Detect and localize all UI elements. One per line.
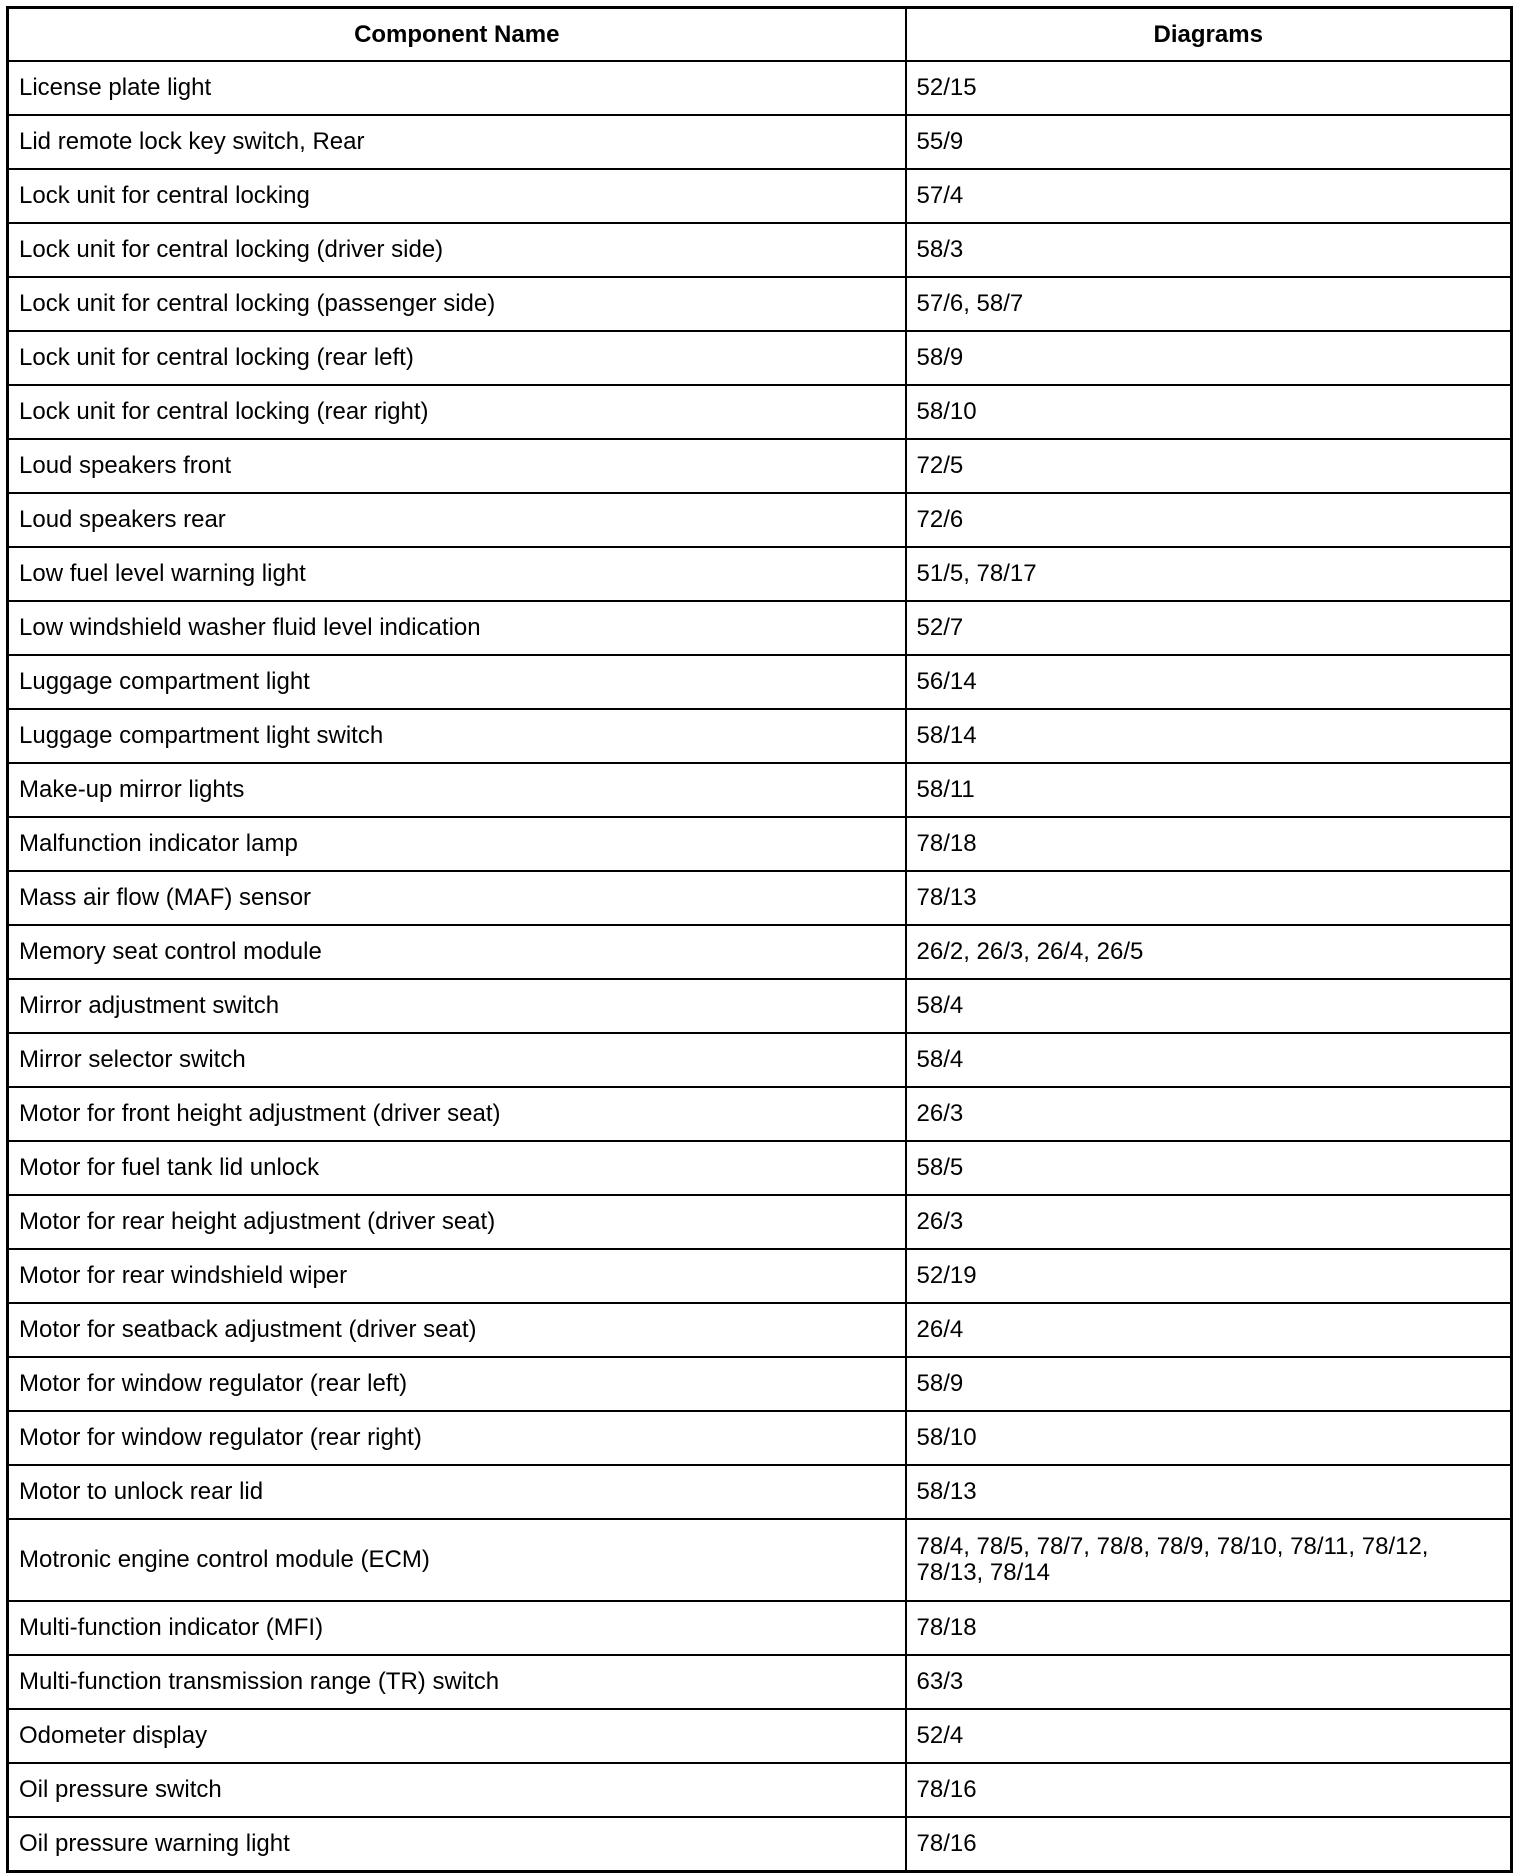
diagrams-cell: 57/4: [906, 169, 1512, 223]
component-name-cell: Memory seat control module: [8, 925, 906, 979]
diagrams-cell: 52/15: [906, 61, 1512, 115]
table-row: [8, 115, 1512, 169]
component-name-cell: Lock unit for central locking (passenger side): [8, 277, 906, 331]
component-name-cell: Lock unit for central locking: [8, 169, 906, 223]
table-row: [8, 1763, 1512, 1817]
table-row: [8, 331, 1512, 385]
component-name-cell: Motor for front height adjustment (driver seat): [8, 1087, 906, 1141]
table-row: [8, 61, 1512, 115]
diagrams-cell: 58/4: [906, 1033, 1512, 1087]
component-name-cell: Multi-function transmission range (TR) switch: [8, 1655, 906, 1709]
diagrams-cell: 78/4, 78/5, 78/7, 78/8, 78/9, 78/10, 78/11, 78/12, 78/13, 78/14: [906, 1519, 1512, 1601]
table-row: [8, 1601, 1512, 1655]
component-name-cell: Mirror adjustment switch: [8, 979, 906, 1033]
table-row: [8, 1033, 1512, 1087]
table-row: [8, 277, 1512, 331]
table-row: [8, 1465, 1512, 1519]
diagrams-cell: 63/3: [906, 1655, 1512, 1709]
component-name-cell: Motor for window regulator (rear left): [8, 1357, 906, 1411]
table-row: [8, 601, 1512, 655]
component-name-cell: Mass air flow (MAF) sensor: [8, 871, 906, 925]
component-name-cell: Loud speakers rear: [8, 493, 906, 547]
table-row: [8, 817, 1512, 871]
component-name-cell: Luggage compartment light switch: [8, 709, 906, 763]
diagrams-cell: 78/16: [906, 1817, 1512, 1872]
diagrams-cell: 58/9: [906, 331, 1512, 385]
table-body: [8, 61, 1512, 1872]
table-row: [8, 709, 1512, 763]
component-name-cell: Low fuel level warning light: [8, 547, 906, 601]
table-row: [8, 1087, 1512, 1141]
table-row: [8, 1655, 1512, 1709]
diagrams-cell: 58/10: [906, 1411, 1512, 1465]
component-name-cell: License plate light: [8, 61, 906, 115]
diagrams-cell: 58/5: [906, 1141, 1512, 1195]
table-row: [8, 439, 1512, 493]
diagrams-cell: 26/2, 26/3, 26/4, 26/5: [906, 925, 1512, 979]
diagrams-cell: 58/9: [906, 1357, 1512, 1411]
table-row: [8, 1709, 1512, 1763]
component-name-cell: Loud speakers front: [8, 439, 906, 493]
component-index-table: [6, 6, 1513, 1873]
table-row: [8, 1195, 1512, 1249]
component-name-cell: Lid remote lock key switch, Rear: [8, 115, 906, 169]
diagrams-cell: 78/18: [906, 817, 1512, 871]
component-name-cell: Lock unit for central locking (rear right): [8, 385, 906, 439]
diagrams-cell: 52/7: [906, 601, 1512, 655]
table-row: [8, 1411, 1512, 1465]
component-name-cell: Lock unit for central locking (driver side): [8, 223, 906, 277]
component-name-cell: Odometer display: [8, 1709, 906, 1763]
diagrams-cell: 72/5: [906, 439, 1512, 493]
table-row: [8, 871, 1512, 925]
table-row: [8, 1141, 1512, 1195]
diagrams-cell: 26/3: [906, 1195, 1512, 1249]
diagrams-cell: 72/6: [906, 493, 1512, 547]
diagrams-cell: 56/14: [906, 655, 1512, 709]
table-row: [8, 1303, 1512, 1357]
table-row: [8, 763, 1512, 817]
component-name-cell: Motor for rear height adjustment (driver seat): [8, 1195, 906, 1249]
table-row: [8, 385, 1512, 439]
table-row: [8, 925, 1512, 979]
diagrams-cell: 55/9: [906, 115, 1512, 169]
component-name-cell: Oil pressure warning light: [8, 1817, 906, 1872]
component-name-cell: Motor for seatback adjustment (driver seat): [8, 1303, 906, 1357]
component-name-cell: Luggage compartment light: [8, 655, 906, 709]
diagrams-cell: 78/18: [906, 1601, 1512, 1655]
table-header-row: [8, 8, 1512, 62]
component-name-cell: Malfunction indicator lamp: [8, 817, 906, 871]
table-row: [8, 1357, 1512, 1411]
component-name-cell: Low windshield washer fluid level indication: [8, 601, 906, 655]
component-name-cell: Motor for rear windshield wiper: [8, 1249, 906, 1303]
component-name-cell: Lock unit for central locking (rear left): [8, 331, 906, 385]
diagrams-cell: 58/14: [906, 709, 1512, 763]
diagrams-cell: 51/5, 78/17: [906, 547, 1512, 601]
component-name-cell: Multi-function indicator (MFI): [8, 1601, 906, 1655]
component-name-cell: Oil pressure switch: [8, 1763, 906, 1817]
table-row: [8, 1249, 1512, 1303]
component-name-cell: Motor to unlock rear lid: [8, 1465, 906, 1519]
component-name-cell: Mirror selector switch: [8, 1033, 906, 1087]
diagrams-cell: 52/4: [906, 1709, 1512, 1763]
table-row: [8, 1817, 1512, 1872]
diagrams-cell: 58/4: [906, 979, 1512, 1033]
component-name-cell: Motor for fuel tank lid unlock: [8, 1141, 906, 1195]
diagrams-cell: 58/13: [906, 1465, 1512, 1519]
table-row: [8, 1519, 1512, 1601]
column-header-component-name: Component Name: [8, 8, 906, 62]
component-name-cell: Motronic engine control module (ECM): [8, 1519, 906, 1601]
table-row: [8, 547, 1512, 601]
diagrams-cell: 58/11: [906, 763, 1512, 817]
diagrams-cell: 78/16: [906, 1763, 1512, 1817]
diagrams-cell: 78/13: [906, 871, 1512, 925]
diagrams-cell: 57/6, 58/7: [906, 277, 1512, 331]
diagrams-cell: 26/3: [906, 1087, 1512, 1141]
table-row: [8, 979, 1512, 1033]
diagrams-cell: 58/10: [906, 385, 1512, 439]
table-row: [8, 169, 1512, 223]
diagrams-cell: 58/3: [906, 223, 1512, 277]
diagrams-cell: 52/19: [906, 1249, 1512, 1303]
diagrams-cell: 26/4: [906, 1303, 1512, 1357]
table-row: [8, 493, 1512, 547]
component-name-cell: Make-up mirror lights: [8, 763, 906, 817]
table-row: [8, 655, 1512, 709]
component-name-cell: Motor for window regulator (rear right): [8, 1411, 906, 1465]
column-header-diagrams: Diagrams: [906, 8, 1512, 62]
table-row: [8, 223, 1512, 277]
